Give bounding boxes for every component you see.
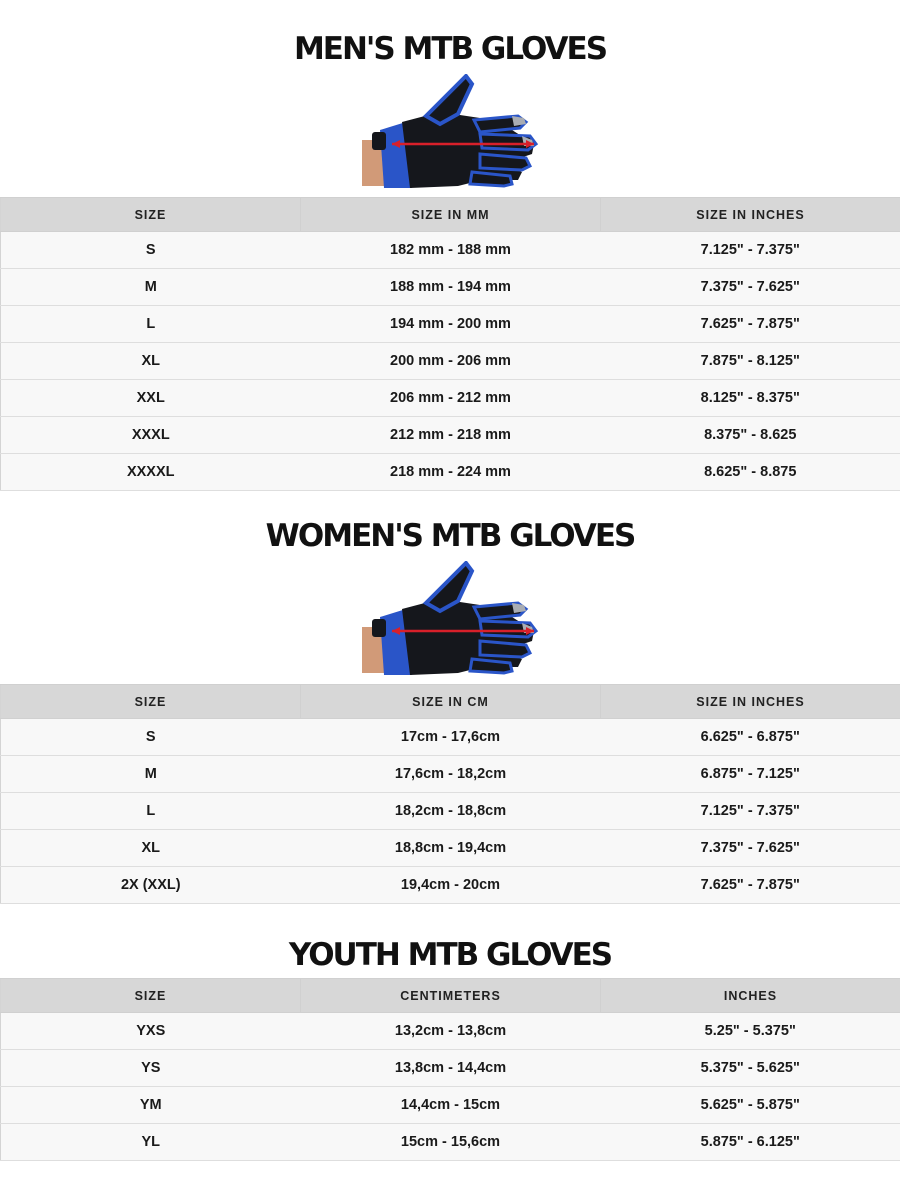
table-row: [1, 380, 900, 417]
size-cell: XXXXL: [1, 454, 301, 491]
size-cell: M: [1, 756, 301, 793]
column-header: INCHES: [601, 979, 900, 1013]
metric-cell: 13,8cm - 14,4cm: [301, 1050, 601, 1087]
table-header-row: [1, 198, 900, 232]
column-header: SIZE: [1, 685, 301, 719]
table-row: [1, 269, 900, 306]
column-header: SIZE IN MM: [301, 198, 601, 232]
metric-cell: 182 mm - 188 mm: [301, 232, 601, 269]
table-row: [1, 232, 900, 269]
table-row: [1, 417, 900, 454]
size-cell: S: [1, 719, 301, 756]
size-cell: XXL: [1, 380, 301, 417]
size-cell: XL: [1, 830, 301, 867]
youth-section-title: YOUTH MTB GLOVES: [288, 937, 612, 973]
table-row: [1, 793, 900, 830]
glove-measurement-icon: [362, 561, 542, 679]
column-header: SIZE: [1, 198, 301, 232]
column-header: CENTIMETERS: [301, 979, 601, 1013]
metric-cell: 17cm - 17,6cm: [301, 719, 601, 756]
metric-cell: 218 mm - 224 mm: [301, 454, 601, 491]
size-cell: S: [1, 232, 301, 269]
inches-cell: 5.875" - 6.125": [601, 1124, 900, 1161]
inches-cell: 6.875" - 7.125": [601, 756, 900, 793]
metric-cell: 13,2cm - 13,8cm: [301, 1013, 601, 1050]
inches-cell: 7.125" - 7.375": [601, 232, 900, 269]
inches-cell: 5.625" - 5.875": [601, 1087, 900, 1124]
inches-cell: 8.375" - 8.625: [601, 417, 900, 454]
mens-section-title: MEN'S MTB GLOVES: [293, 31, 607, 67]
inches-cell: 8.125" - 8.375": [601, 380, 900, 417]
metric-cell: 194 mm - 200 mm: [301, 306, 601, 343]
womens-section-title: WOMEN'S MTB GLOVES: [265, 518, 635, 554]
inches-cell: 8.625" - 8.875: [601, 454, 900, 491]
size-cell: YM: [1, 1087, 301, 1124]
column-header: SIZE IN INCHES: [601, 198, 900, 232]
youth-size-table: [0, 978, 900, 1161]
mens-size-table: [0, 197, 900, 491]
metric-cell: 206 mm - 212 mm: [301, 380, 601, 417]
metric-cell: 18,2cm - 18,8cm: [301, 793, 601, 830]
metric-cell: 18,8cm - 19,4cm: [301, 830, 601, 867]
column-header: SIZE IN INCHES: [601, 685, 900, 719]
inches-cell: 7.625" - 7.875": [601, 867, 900, 904]
inches-cell: 7.375" - 7.625": [601, 269, 900, 306]
inches-cell: 7.875" - 8.125": [601, 343, 900, 380]
inches-cell: 7.125" - 7.375": [601, 793, 900, 830]
inches-cell: 7.625" - 7.875": [601, 306, 900, 343]
metric-cell: 19,4cm - 20cm: [301, 867, 601, 904]
metric-cell: 14,4cm - 15cm: [301, 1087, 601, 1124]
table-row: [1, 867, 900, 904]
inches-cell: 5.25" - 5.375": [601, 1013, 900, 1050]
table-row: [1, 1013, 900, 1050]
size-cell: L: [1, 793, 301, 830]
table-header-row: [1, 979, 900, 1013]
inches-cell: 6.625" - 6.875": [601, 719, 900, 756]
size-cell: YXS: [1, 1013, 301, 1050]
metric-cell: 200 mm - 206 mm: [301, 343, 601, 380]
size-cell: YL: [1, 1124, 301, 1161]
size-cell: 2X (XXL): [1, 867, 301, 904]
column-header: SIZE: [1, 979, 301, 1013]
inches-cell: 5.375" - 5.625": [601, 1050, 900, 1087]
table-header-row: [1, 685, 900, 719]
table-row: [1, 719, 900, 756]
table-row: [1, 454, 900, 491]
metric-cell: 188 mm - 194 mm: [301, 269, 601, 306]
table-row: [1, 1050, 900, 1087]
metric-cell: 15cm - 15,6cm: [301, 1124, 601, 1161]
metric-cell: 212 mm - 218 mm: [301, 417, 601, 454]
table-row: [1, 306, 900, 343]
womens-size-table: [0, 684, 900, 904]
size-cell: M: [1, 269, 301, 306]
column-header: SIZE IN CM: [301, 685, 601, 719]
metric-cell: 17,6cm - 18,2cm: [301, 756, 601, 793]
size-cell: XL: [1, 343, 301, 380]
table-row: [1, 830, 900, 867]
glove-measurement-icon: [362, 74, 542, 192]
size-cell: XXXL: [1, 417, 301, 454]
table-row: [1, 756, 900, 793]
table-row: [1, 1087, 900, 1124]
size-cell: L: [1, 306, 301, 343]
size-cell: YS: [1, 1050, 301, 1087]
table-row: [1, 1124, 900, 1161]
inches-cell: 7.375" - 7.625": [601, 830, 900, 867]
table-row: [1, 343, 900, 380]
